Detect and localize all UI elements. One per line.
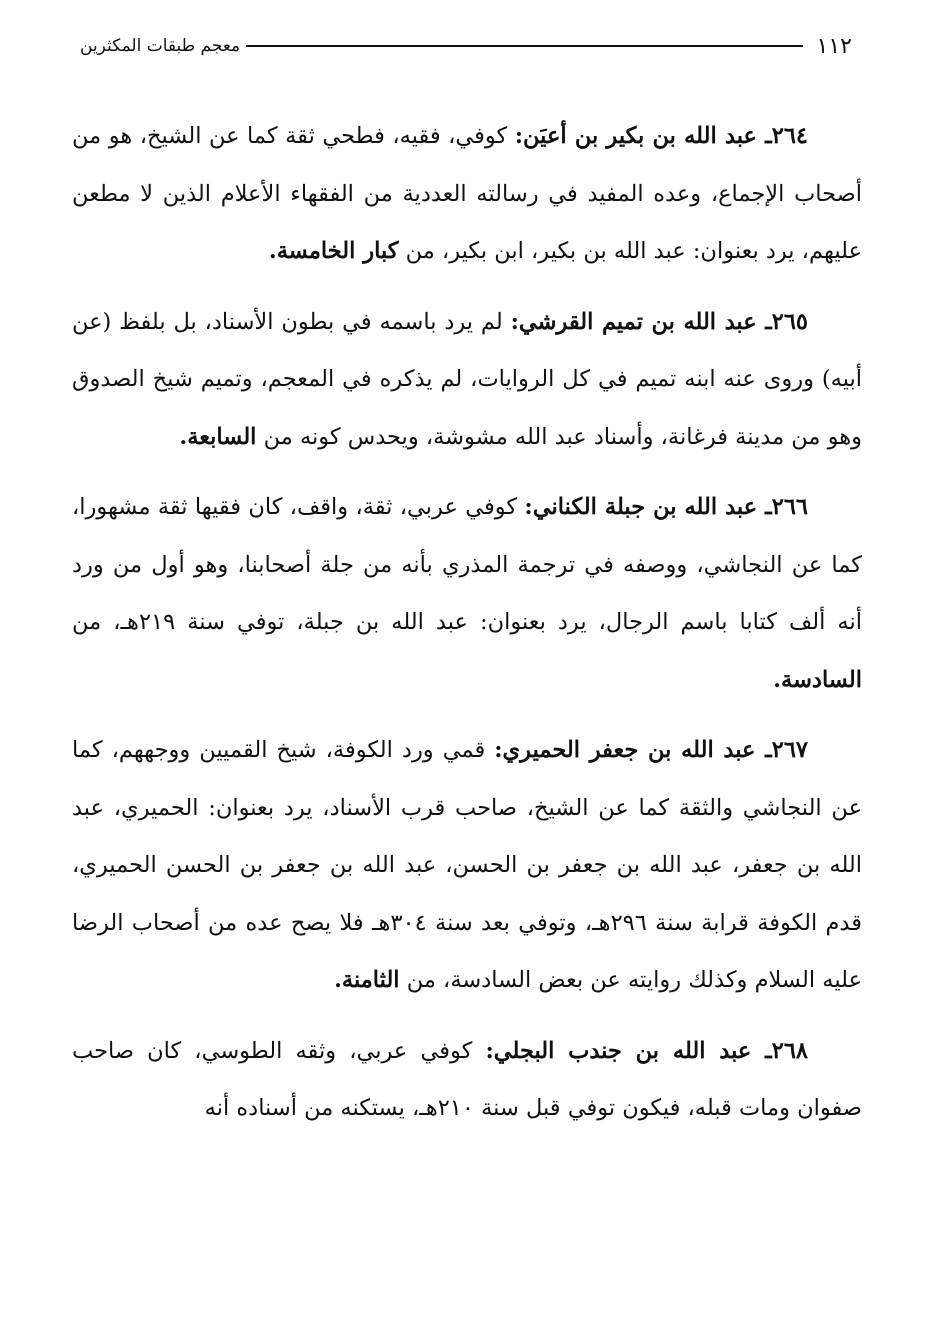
entry-265: [72, 294, 862, 467]
entry-266: [72, 479, 862, 709]
entry-text: لم يرد باسمه في بطون الأسناد، بل بلفظ (عن أبيه) وروى عنه ابنه تميم في كل الروايات، لم يذكره في المعجم، وتميم شيخ الصدوق وهو من مدينة فرغانة، وأسناد عبد الله مشوشة، ويحدس كونه من: [72, 308, 862, 450]
book-title: معجم طبقات المكثرين: [80, 36, 241, 56]
entry-tabaqa: السادسة.: [773, 666, 862, 693]
entry-267: [72, 722, 862, 1010]
entry-heading: ٢٦٥ـ عبد الله بن تميم القرشي:: [510, 308, 809, 335]
entry-text: كوفي عربي، وثقه الطوسي، كان صاحب صفوان ومات قبله، فيكون توفي قبل سنة ٢١٠هـ، يستكنه من أسناده أنه: [72, 1037, 862, 1121]
entry-text: قمي ورد الكوفة، شيخ القميين ووجههم، كما عن النجاشي والثقة كما عن الشيخ، صاحب قرب الأسناد، يرد بعنوان: الحميري، عبد الله بن جعفر، عبد الله بن جعفر بن الحسن، عبد الله بن جعفر بن الحسن الحميري، قدم الكوفة قرابة سنة ٢٩٦هـ، وتوفي بعد سنة ٣٠٤هـ فلا يصح عده من أصحاب الرضا عليه السلام وكذلك روايته عن بعض السادسة، من: [72, 737, 863, 993]
entry-text: كوفي، فقيه، فطحي ثقة كما عن الشيخ، هو من أصحاب الإجماع، وعده المفيد في رسالته العددية من الفقهاء الأعلام الذين لا مطعن عليهم، يرد بعنوان: عبد الله بن بكير، ابن بكير، من: [72, 123, 862, 264]
entry-264: [72, 108, 862, 281]
entry-text: كوفي عربي، ثقة، واقف، كان فقيها ثقة مشهورا، كما عن النجاشي، ووصفه في ترجمة المذري بأنه من جلة أصحابنا، وهو أول من ورد أنه ألف كتابا باسم الرجال، يرد بعنوان: عبد الله بن جبلة، توفي سنة ٢١٩هـ، من: [72, 494, 863, 635]
entry-268: [72, 1023, 862, 1138]
page-body: [72, 108, 862, 1151]
entry-heading: ٢٦٨ـ عبد الله بن جندب البجلي:: [485, 1037, 808, 1064]
entry-tabaqa: السابعة.: [179, 423, 257, 450]
entry-tabaqa: كبار الخامسة.: [268, 238, 399, 264]
page-number: ١١٢: [816, 33, 852, 59]
entry-heading: ٢٦٧ـ عبد الله بن جعفر الحميري:: [494, 737, 808, 763]
header-rule: [246, 45, 802, 47]
entry-tabaqa: الثامنة.: [334, 967, 400, 993]
entry-heading: ٢٦٦ـ عبد الله بن جبلة الكناني:: [524, 494, 808, 520]
page-header: [80, 26, 852, 66]
entry-heading: ٢٦٤ـ عبد الله بن بكير بن أعيَن:: [514, 123, 808, 149]
